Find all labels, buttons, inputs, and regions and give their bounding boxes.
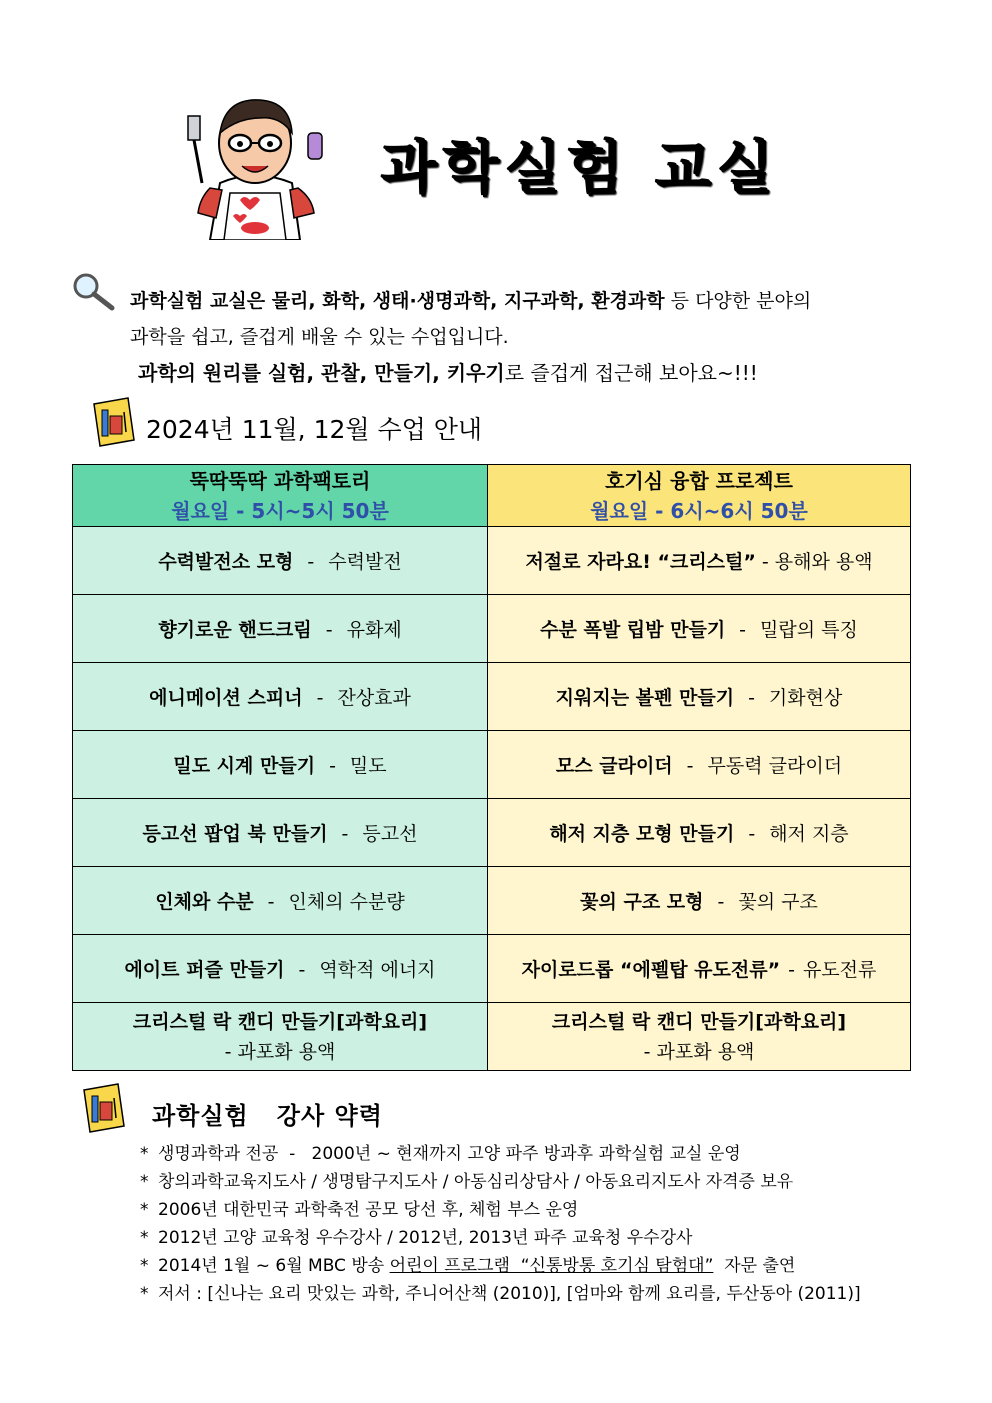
class-topic: 인체의 수분량: [288, 891, 405, 913]
career-text: 2012년 고양 교육청 우수강사 / 2012년, 2013년 파주 교육청 우수강사: [158, 1228, 693, 1248]
separator: -: [748, 823, 756, 845]
bullet-mark: *: [140, 1172, 149, 1192]
magnifier-icon: [70, 272, 116, 312]
class-topic: - 과포화 용액: [643, 1040, 755, 1063]
table-row: [73, 595, 911, 663]
intro-text: [130, 283, 930, 391]
class-title: 크리스털 락 캔디 만들기[과학요리]: [132, 1010, 428, 1033]
schedule-table: [72, 464, 911, 1071]
separator: -: [739, 619, 747, 641]
intro-line-3: [130, 355, 930, 391]
table-header-row: [73, 465, 911, 527]
class-title: 지워지는 볼펜 만들기: [555, 687, 735, 709]
list-item: [140, 1140, 940, 1168]
right-program-time: 월요일 - 6시~6시 50분: [590, 498, 808, 523]
page-title: 과학실험 교실: [380, 133, 779, 201]
separator: -: [316, 687, 324, 709]
career-text: 자문 출연: [713, 1256, 796, 1276]
left-class-cell: [73, 731, 488, 799]
separator: -: [329, 755, 336, 777]
left-class-cell: [73, 935, 488, 1003]
intro-line-2: 과학을 쉽고, 즐겁게 배울 수 있는 수업입니다.: [130, 326, 509, 348]
class-title: 크리스털 락 캔디 만들기[과학요리]: [551, 1010, 847, 1033]
left-class-cell: [73, 663, 488, 731]
mascot-illustration: [180, 88, 330, 240]
intro-line-1-bold: 과학실험 교실은 물리, 화학, 생태·생명과학, 지구과학, 환경과학: [130, 290, 665, 312]
intro-line-3-rest: 로 즐겁게 접근해 보아요~!!!: [504, 361, 758, 385]
class-topic: 꽃의 구조: [738, 891, 818, 913]
right-class-cell: [488, 867, 911, 935]
right-class-cell: [488, 1003, 911, 1071]
separator: -: [717, 891, 725, 913]
class-topic: 역학적 에너지: [319, 959, 436, 981]
class-topic: 수력발전: [328, 551, 402, 573]
separator: -: [686, 755, 694, 777]
right-class-cell: [488, 595, 911, 663]
table-row: [73, 1003, 911, 1071]
class-topic: 유화제: [346, 619, 402, 641]
class-topic: 잔상효과: [337, 687, 411, 709]
table-row: [73, 935, 911, 1003]
left-class-cell: [73, 527, 488, 595]
table-row: [73, 731, 911, 799]
list-item: [140, 1224, 940, 1252]
instructor-section-title: 과학실험 강사 약력: [152, 1102, 383, 1130]
list-item: [140, 1252, 940, 1280]
left-program-header: [73, 465, 488, 527]
instructor-career-list: [140, 1140, 940, 1308]
left-program-name: 뚝딱뚝딱 과학팩토리: [189, 468, 371, 493]
list-item: [140, 1168, 940, 1196]
schedule-section-title: 2024년 11월, 12월 수업 안내: [146, 415, 483, 444]
right-class-cell: [488, 731, 911, 799]
class-topic: 해저 지층: [769, 823, 849, 845]
class-title: 인체와 수분: [155, 891, 254, 913]
bullet-mark: *: [140, 1144, 149, 1164]
class-topic: 용해와 용액: [774, 551, 873, 573]
class-topic: 밀랍의 특징: [760, 619, 858, 641]
program-name: 어린이 프로그램 “신통방통 호기심 탐험대”: [389, 1256, 714, 1276]
right-program-name: 호기심 융합 프로젝트: [605, 468, 793, 493]
left-class-cell: [73, 595, 488, 663]
class-title: 꽃의 구조 모형: [580, 891, 704, 913]
class-topic: 무동력 글라이더: [707, 755, 843, 777]
class-title: 자이로드롭 “에펠탑 유도전류”: [521, 959, 781, 981]
right-program-header: [488, 465, 911, 527]
separator: -: [298, 959, 306, 981]
bullet-mark: *: [140, 1284, 149, 1304]
table-row: [73, 527, 911, 595]
class-title: 해저 지층 모형 만들기: [549, 823, 735, 845]
book-icon: [88, 396, 138, 448]
separator: -: [325, 619, 333, 641]
class-title: 수분 폭발 립밤 만들기: [540, 619, 726, 641]
class-title: 에니메이션 스피너: [149, 687, 303, 709]
separator: -: [761, 551, 769, 573]
left-class-cell: [73, 867, 488, 935]
right-class-cell: [488, 663, 911, 731]
career-text: 생명과학과 전공 - 2000년 ~ 현재까지 고양 파주 방과후 과학실험 교실 운영: [158, 1144, 741, 1164]
intro-line-1-rest: 등 다양한 분야의: [664, 290, 812, 312]
separator: -: [341, 823, 349, 845]
separator: -: [307, 551, 315, 573]
bullet-mark: *: [140, 1256, 149, 1276]
separator: -: [748, 687, 755, 709]
left-class-cell: [73, 1003, 488, 1071]
class-topic: 기화현상: [768, 687, 843, 709]
class-title: 모스 글라이더: [555, 755, 673, 777]
intro-line-3-bold: 과학의 원리를 실험, 관찰, 만들기, 키우기: [138, 361, 505, 385]
bullet-mark: *: [140, 1200, 149, 1220]
class-topic: 등고선: [362, 823, 418, 845]
class-title: 저절로 자라요! “크리스털”: [525, 551, 756, 573]
table-row: [73, 867, 911, 935]
career-text: 창의과학교육지도사 / 생명탐구지도사 / 아동심리상담사 / 아동요리지도사 자격증 보유: [158, 1172, 794, 1192]
bullet-mark: *: [140, 1228, 149, 1248]
right-class-cell: [488, 799, 911, 867]
class-title: 향기로운 핸드크림: [158, 619, 312, 641]
class-title: 밀도 시계 만들기: [173, 755, 316, 777]
separator: -: [267, 891, 275, 913]
class-title: 등고선 팝업 북 만들기: [142, 823, 328, 845]
career-text: 2014년 1월 ~ 6월 MBC 방송: [158, 1256, 390, 1276]
career-text: 저서 : [신나는 요리 맛있는 과학, 주니어산책 (2010)], [엄마와 함께 요리를, 두산동아 (2011)]: [158, 1284, 861, 1304]
left-class-cell: [73, 799, 488, 867]
class-title: 에이트 퍼즐 만들기: [124, 959, 285, 981]
separator: -: [788, 959, 795, 981]
class-topic: 유도전류: [802, 959, 877, 981]
table-row: [73, 799, 911, 867]
table-row: [73, 663, 911, 731]
list-item: [140, 1196, 940, 1224]
left-program-time: 월요일 - 5시~5시 50분: [171, 498, 389, 523]
class-topic: - 과포화 용액: [224, 1040, 336, 1063]
intro-line-1: [130, 283, 930, 319]
class-title: 수력발전소 모형: [158, 551, 294, 573]
right-class-cell: [488, 935, 911, 1003]
career-text: 2006년 대한민국 과학축전 공모 당선 후, 체험 부스 운영: [158, 1200, 579, 1220]
class-topic: 밀도: [349, 755, 387, 777]
book-icon: [78, 1082, 128, 1134]
right-class-cell: [488, 527, 911, 595]
list-item: [140, 1280, 940, 1308]
